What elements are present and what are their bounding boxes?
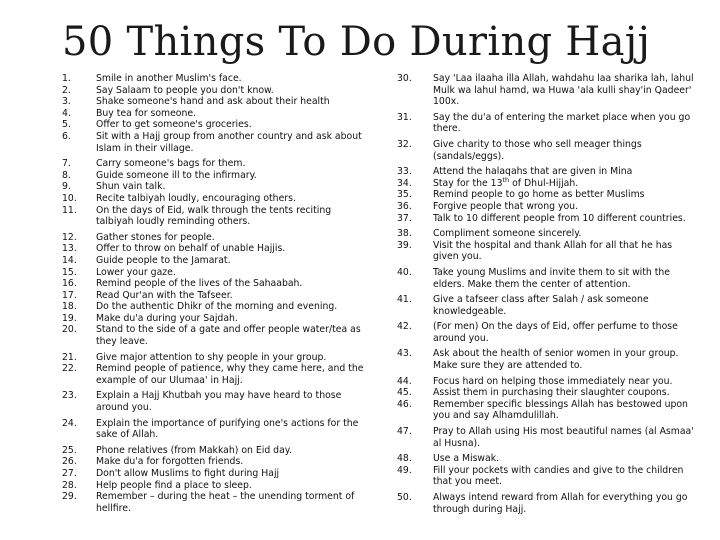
item-number: 28. — [62, 479, 77, 491]
list-item — [62, 456, 370, 468]
item-text: Remember specific blessings Allah has bestowed upon you and say Alhamdulillah. — [433, 398, 688, 422]
list-item — [397, 166, 697, 178]
list-item — [62, 108, 370, 120]
list-item — [62, 352, 370, 364]
list-item — [62, 96, 370, 108]
item-text: Stand to the side of a gate and offer people water/tea as they leave. — [96, 324, 361, 348]
list-item — [62, 193, 370, 205]
list-item — [62, 278, 370, 290]
item-text: Assist them in purchasing their slaughter coupons. — [433, 387, 670, 399]
item-text: Ask about the health of senior women in your group. Make sure they are attended to. — [433, 348, 679, 372]
list-item — [62, 418, 370, 441]
item-text: Say 'Laa ilaaha illa Allah, wahdahu laa sharika lah, lahul Mulk wa lahul hamd, wa Huwa 'ala kulli shay'in Qadeer' 100x. — [433, 73, 694, 108]
list-item — [397, 399, 697, 422]
item-text: Make du'a during your Sajdah. — [96, 312, 238, 324]
item-text: Attend the halaqahs that are given in Mina — [433, 166, 633, 178]
item-text: Lower your gaze. — [96, 266, 176, 278]
list-item — [62, 491, 370, 514]
item-number: 44. — [397, 375, 412, 387]
item-text-part: of Dhul-Hijjah. — [509, 177, 579, 189]
list-item — [397, 321, 697, 344]
list-item — [62, 119, 370, 131]
item-text: Always intend reward from Allah for everything you go through during Hajj. — [433, 492, 688, 515]
item-number: 36. — [397, 200, 412, 212]
list-right-column — [397, 73, 697, 515]
list-item — [62, 301, 370, 313]
item-number: 16. — [62, 278, 77, 290]
item-number: 21. — [62, 351, 77, 363]
item-number: 11. — [62, 204, 77, 216]
item-text: Take young Muslims and invite them to sit with the elders. Make them the center of attention. — [433, 266, 671, 290]
item-number: 18. — [62, 301, 77, 313]
item-text: Pray to Allah using His most beautiful names (al Asmaa' al Husna). — [433, 426, 694, 449]
list-item — [62, 468, 370, 480]
item-number: 38. — [397, 228, 412, 240]
item-number: 10. — [62, 192, 77, 204]
list-item — [62, 131, 370, 154]
item-text: Give major attention to shy people in your group. — [96, 351, 327, 363]
list-item — [62, 73, 370, 85]
item-text: Say the du'a of entering the market place when you go there. — [433, 111, 691, 135]
item-number: 46. — [397, 398, 412, 410]
item-number: 14. — [62, 254, 77, 266]
list-item — [397, 376, 697, 388]
list-item — [397, 189, 697, 201]
list-item — [397, 465, 697, 488]
list-item — [397, 201, 697, 213]
item-number: 1. — [62, 73, 71, 84]
item-text: Make du'a for forgotten friends. — [96, 456, 244, 468]
list-item — [397, 73, 697, 108]
item-number: 20. — [62, 324, 77, 336]
list-item — [62, 267, 370, 279]
item-number: 32. — [397, 138, 412, 150]
item-text: Remember – during the heat – the unending torment of hellfire. — [96, 491, 355, 514]
list-left-column — [62, 73, 370, 514]
item-number: 12. — [62, 231, 77, 243]
item-number: 48. — [397, 453, 412, 465]
item-number: 45. — [397, 387, 412, 399]
item-number: 9. — [62, 181, 71, 193]
list-item — [397, 139, 697, 162]
item-number: 27. — [62, 468, 77, 479]
item-number: 39. — [397, 239, 412, 251]
item-text: Give charity to those who sell meager things (sandals/eggs). — [433, 138, 642, 162]
item-number: 3. — [62, 96, 71, 108]
item-number: 26. — [62, 456, 77, 468]
item-text: Gather stones for people. — [96, 231, 215, 243]
list-item — [62, 181, 370, 193]
page-title: 50 Things To Do During Hajj — [62, 19, 651, 65]
item-number: 8. — [62, 169, 71, 181]
item-number: 30. — [397, 73, 412, 84]
list-item — [397, 492, 697, 515]
item-text: Guide someone ill to the infirmary. — [96, 169, 257, 181]
list-item — [62, 480, 370, 492]
item-text: Shake someone's hand and ask about their health — [96, 96, 330, 108]
list-item — [397, 240, 697, 263]
item-number: 47. — [397, 426, 412, 438]
list-item — [397, 426, 697, 449]
item-number: 43. — [397, 348, 412, 360]
item-text: Buy tea for someone. — [96, 107, 197, 119]
list-item — [397, 175, 697, 190]
list-item — [62, 158, 370, 170]
item-text: Remind people of patience, why they came here, and the example of our Ulumaa' in Hajj. — [96, 363, 364, 386]
item-text: Read Qur'an with the Tafseer. — [96, 289, 233, 301]
item-text: Compliment someone sincerely. — [433, 228, 582, 240]
list-item — [62, 324, 370, 347]
item-text: Explain a Hajj Khutbah you may have heard to those around you. — [96, 390, 342, 414]
item-text: Offer to throw on behalf of unable Hajjis. — [96, 243, 286, 255]
list-item — [62, 85, 370, 97]
item-number: 7. — [62, 158, 71, 170]
item-text: Fill your pockets with candies and give to the children that you meet. — [433, 464, 684, 488]
list-item — [62, 205, 370, 228]
item-text: On the days of Eid, walk through the tents reciting talbiyah loudly reminding others. — [96, 204, 332, 228]
item-number: 41. — [397, 294, 412, 306]
list-item — [62, 232, 370, 244]
item-text: Forgive people that wrong you. — [433, 200, 579, 212]
item-text: Smile in another Muslim's face. — [96, 73, 242, 84]
item-number: 31. — [397, 111, 412, 123]
item-text: Guide people to the Jamarat. — [96, 254, 231, 266]
list-item — [62, 243, 370, 255]
item-number: 17. — [62, 289, 77, 301]
item-text: (For men) On the days of Eid, offer perfume to those around you. — [433, 321, 678, 344]
item-number: 25. — [62, 444, 77, 456]
item-text: Talk to 10 different people from 10 different countries. — [433, 212, 686, 224]
item-number: 5. — [62, 119, 71, 131]
item-text: Visit the hospital and thank Allah for all that he has given you. — [433, 239, 673, 263]
list-item — [397, 453, 697, 465]
item-text: Recite talbiyah loudly, encouraging others. — [96, 192, 296, 204]
item-text: Do the authentic Dhikr of the morning and evening. — [96, 301, 338, 313]
item-text: Sit with a Hajj group from another country and ask about Islam in their village. — [96, 130, 362, 154]
list-item — [397, 294, 697, 317]
item-text: Remind people to go home as better Muslims — [433, 189, 645, 201]
item-number: 22. — [62, 363, 77, 375]
item-text: Carry someone's bags for them. — [96, 158, 246, 170]
item-number: 37. — [397, 212, 412, 224]
list-item — [397, 213, 697, 225]
item-number: 42. — [397, 321, 412, 333]
item-text: Offer to get someone's groceries. — [96, 119, 252, 131]
item-text-part: Stay for the 13 — [433, 177, 503, 189]
item-number: 49. — [397, 464, 412, 476]
list-item — [397, 387, 697, 399]
list-item — [62, 170, 370, 182]
item-text: Focus hard on helping those immediately near you. — [433, 375, 673, 387]
item-text: Use a Miswak. — [433, 453, 500, 465]
list-item — [62, 363, 370, 386]
item-number: 6. — [62, 130, 71, 142]
list-item — [62, 290, 370, 302]
ordinal-suffix: th — [502, 175, 510, 184]
item-number: 24. — [62, 417, 77, 429]
list-item — [62, 313, 370, 325]
item-number: 19. — [62, 312, 77, 324]
item-text: Don't allow Muslims to fight during Hajj — [96, 468, 280, 479]
item-text: Help people find a place to sleep. — [96, 479, 252, 491]
item-number: 2. — [62, 84, 71, 96]
list-item — [62, 390, 370, 413]
item-text: Remind people of the lives of the Sahaabah. — [96, 278, 303, 290]
item-number: 4. — [62, 107, 71, 119]
item-number: 35. — [397, 189, 412, 201]
list-item — [62, 255, 370, 267]
item-text: Give a tafseer class after Salah / ask someone knowledgeable. — [433, 294, 649, 317]
list-item — [397, 112, 697, 135]
item-number: 23. — [62, 390, 77, 402]
list-item — [62, 445, 370, 457]
item-text — [433, 175, 697, 190]
item-text: Phone relatives (from Makkah) on Eid day. — [96, 444, 292, 456]
item-text: Shun vain talk. — [96, 181, 166, 193]
list-item — [397, 348, 697, 371]
list-item — [397, 267, 697, 290]
list-item — [397, 228, 697, 240]
item-number: 29. — [62, 491, 77, 503]
item-number: 15. — [62, 266, 77, 278]
item-number: 34. — [397, 177, 412, 189]
item-number: 50. — [397, 492, 412, 503]
item-text: Say Salaam to people you don't know. — [96, 84, 274, 96]
item-text: Explain the importance of purifying one's actions for the sake of Allah. — [96, 417, 359, 441]
item-number: 13. — [62, 243, 77, 255]
item-number: 33. — [397, 166, 412, 178]
item-number: 40. — [397, 266, 412, 278]
